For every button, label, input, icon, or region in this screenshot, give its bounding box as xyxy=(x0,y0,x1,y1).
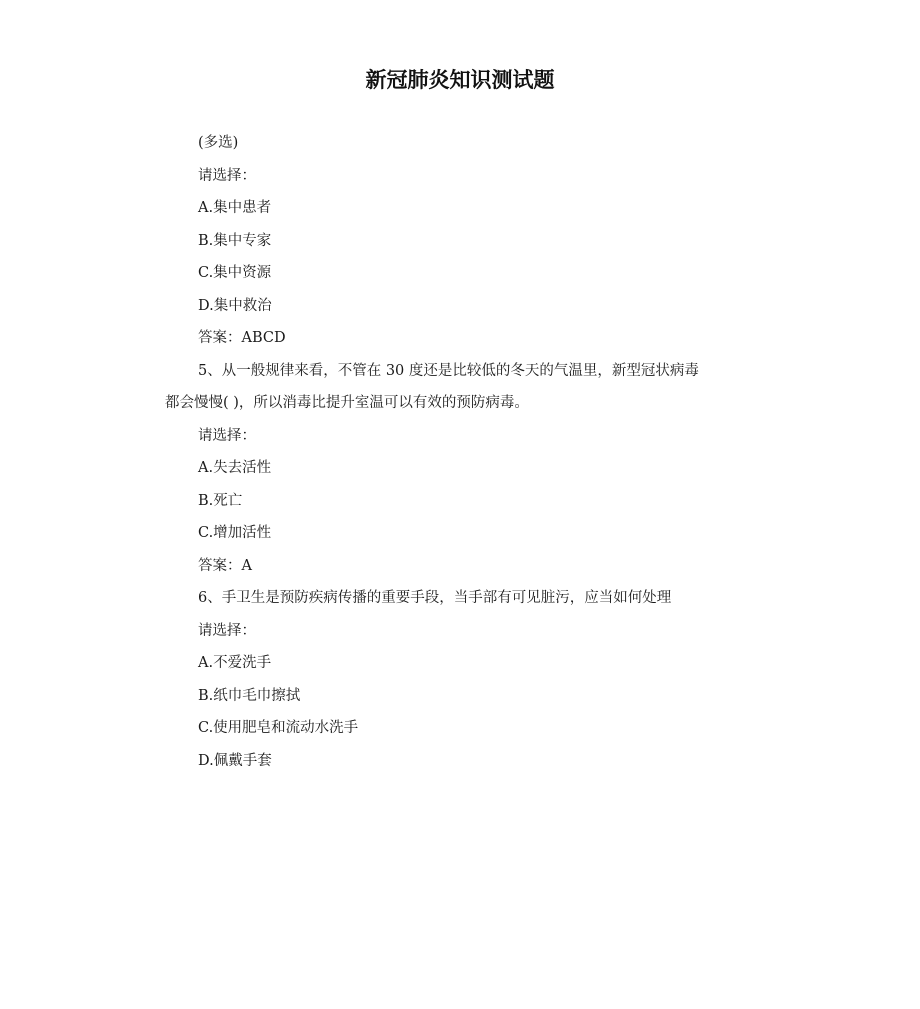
question-5-line-2: 都会慢慢( )，所以消毒比提升室温可以有效的预防病毒。 xyxy=(165,395,529,411)
option-b: B.纸巾毛巾擦拭 xyxy=(198,687,301,704)
option-b: B.集中专家 xyxy=(198,232,272,249)
question-type-label: (多选) xyxy=(198,135,239,151)
option-c: C.使用肥皂和流动水洗手 xyxy=(198,720,359,736)
choose-prompt: 请选择： xyxy=(198,622,256,639)
answer-text: 答案：A xyxy=(198,557,252,574)
document-body xyxy=(165,127,765,777)
question-6: 6、手卫生是预防疾病传播的重要手段，当手部有可见脏污，应当如何处理 xyxy=(198,590,672,606)
option-a: A.不爱洗手 xyxy=(198,655,272,671)
option-a: A.集中患者 xyxy=(198,200,272,216)
choose-prompt: 请选择： xyxy=(198,427,256,444)
option-b: B.死亡 xyxy=(198,492,243,509)
option-d: D.佩戴手套 xyxy=(198,752,272,769)
answer-text: 答案：ABCD xyxy=(198,330,286,346)
choose-prompt: 请选择： xyxy=(198,167,256,184)
page-title: 新冠肺炎知识测试题 xyxy=(365,68,555,92)
option-c: C.增加活性 xyxy=(198,525,272,541)
option-d: D.集中救治 xyxy=(198,297,272,314)
question-5-line-1: 5、从一般规律来看，不管在 30 度还是比较低的冬天的气温里，新型冠状病毒 xyxy=(198,362,699,379)
option-a: A.失去活性 xyxy=(198,460,272,476)
option-c: C.集中资源 xyxy=(198,265,272,281)
